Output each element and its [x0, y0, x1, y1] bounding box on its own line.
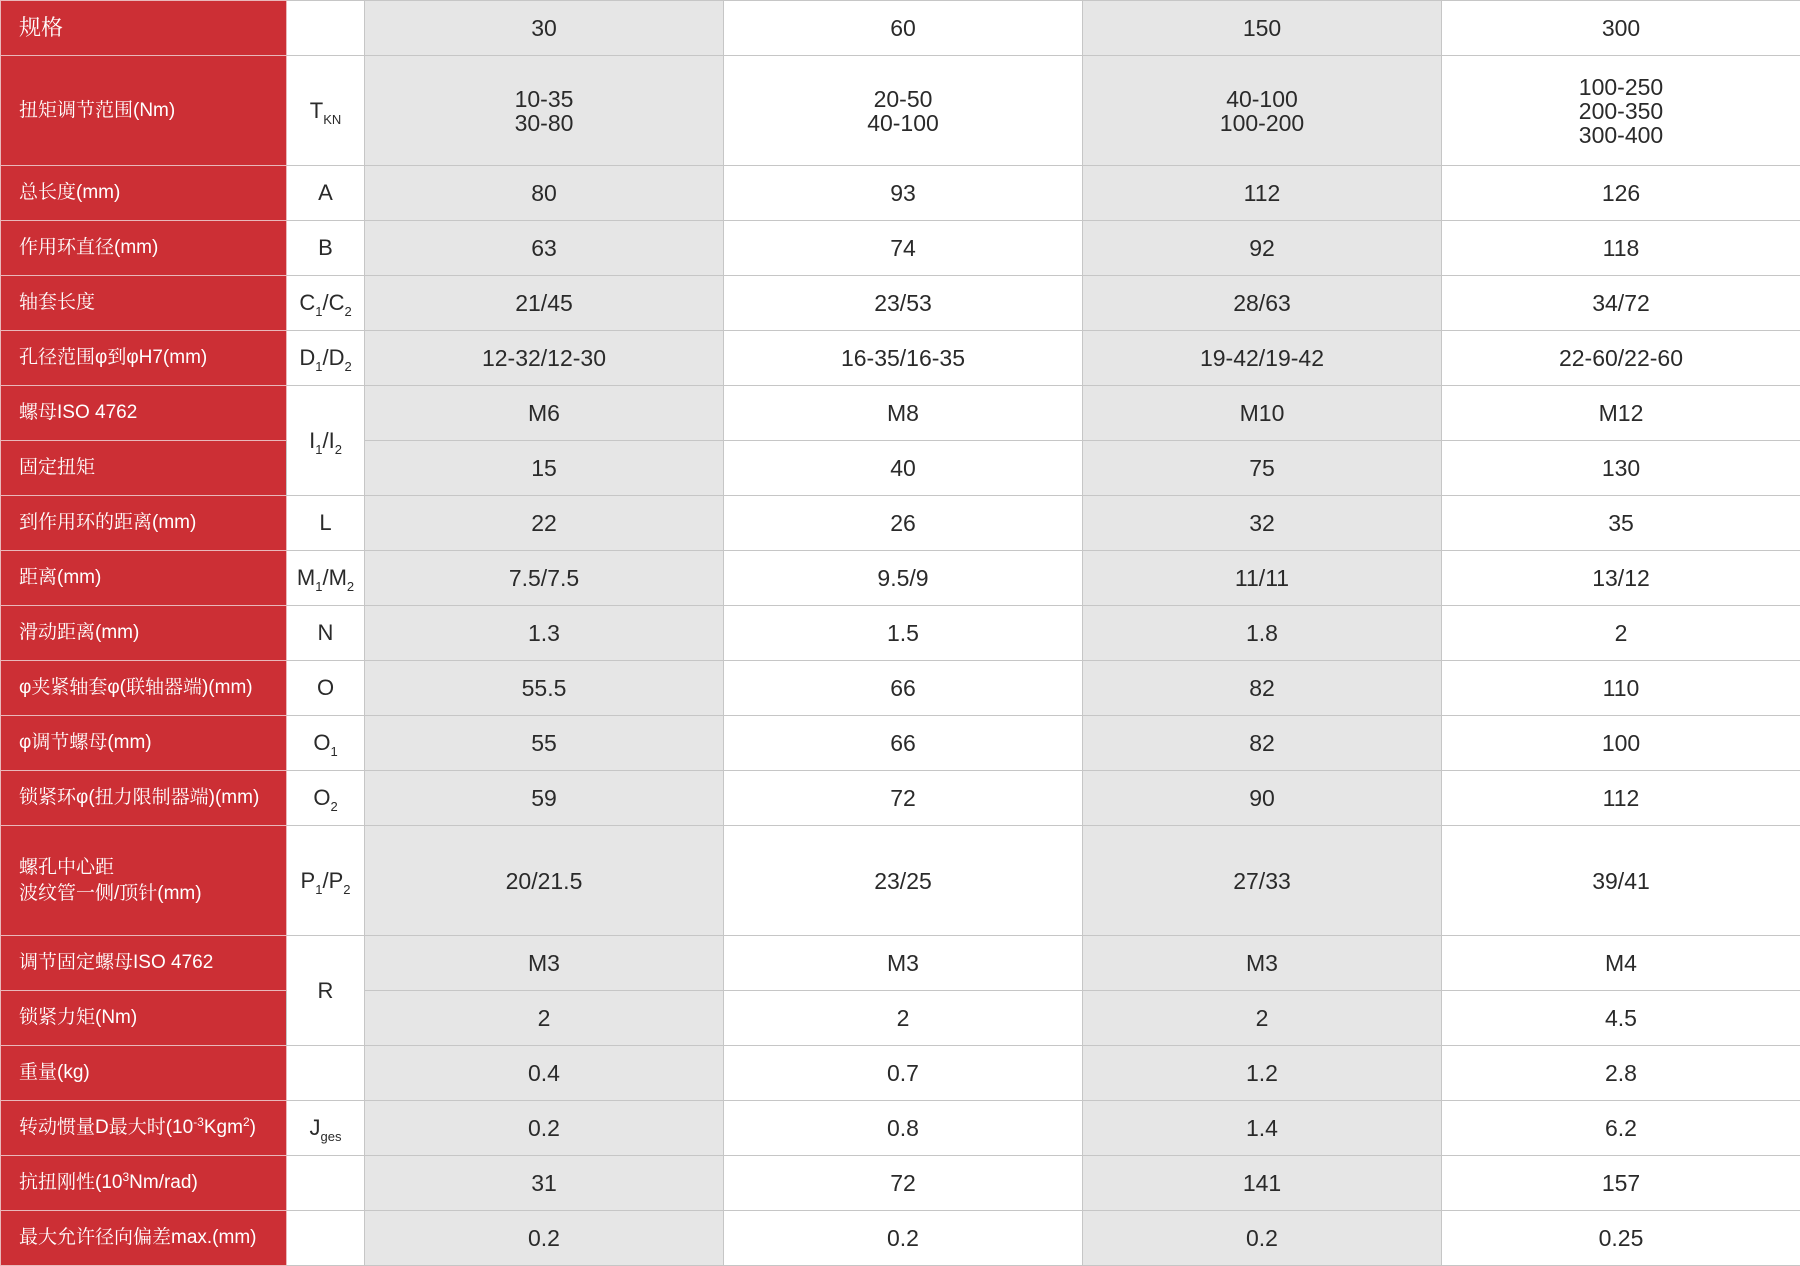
row-label: 螺孔中心距 波纹管一侧/顶针(mm): [1, 826, 287, 936]
value-cell: 12-32/12-30: [365, 331, 724, 386]
value-cell: 16-35/16-35: [724, 331, 1083, 386]
symbol-sub: 1: [315, 304, 322, 319]
row-label: 总长度(mm): [1, 166, 287, 221]
value-cell: 75: [1083, 441, 1442, 496]
table-row: [1, 1046, 1800, 1101]
value-cell: 72: [724, 771, 1083, 826]
value-cell: 90: [1083, 771, 1442, 826]
symbol-base: T: [310, 98, 323, 123]
value-cell: 13/12: [1442, 551, 1800, 606]
symbol-part: M: [297, 565, 315, 590]
value-cell: 2: [724, 991, 1083, 1046]
symbol-cell: O: [287, 661, 365, 716]
table-row: [1, 496, 1800, 551]
symbol-sep: /: [322, 428, 328, 453]
label-sup: 3: [122, 1170, 129, 1184]
value-cell: 74: [724, 221, 1083, 276]
symbol-base: O: [313, 785, 330, 810]
value-cell: 112: [1442, 771, 1800, 826]
value-cell: 72: [724, 1156, 1083, 1211]
value-cell: 141: [1083, 1156, 1442, 1211]
value-cell: 9.5/9: [724, 551, 1083, 606]
value-cell: 19-42/19-42: [1083, 331, 1442, 386]
value-cell: 82: [1083, 716, 1442, 771]
value-cell: M10: [1083, 386, 1442, 441]
value-cell: 34/72: [1442, 276, 1800, 331]
value-cell: 1.3: [365, 606, 724, 661]
value-cell: 110: [1442, 661, 1800, 716]
value-cell: 39/41: [1442, 826, 1800, 936]
row-label: φ调节螺母(mm): [1, 716, 287, 771]
value-cell: 93: [724, 166, 1083, 221]
value-cell: 66: [724, 716, 1083, 771]
value-cell: 40: [724, 441, 1083, 496]
symbol-cell: [287, 386, 365, 496]
row-label: 孔径范围φ到φH7(mm): [1, 331, 287, 386]
value-cell: 20-50 40-100: [724, 56, 1083, 166]
value-cell: 1.8: [1083, 606, 1442, 661]
value-cell: 1.2: [1083, 1046, 1442, 1101]
symbol-part: M: [329, 565, 347, 590]
row-label: 轴套长度: [1, 276, 287, 331]
row-label: 最大允许径向偏差max.(mm): [1, 1211, 287, 1266]
value-cell: M12: [1442, 386, 1800, 441]
symbol-sub: 2: [343, 882, 350, 897]
symbol-cell: N: [287, 606, 365, 661]
value-cell: 82: [1083, 661, 1442, 716]
size-header: 150: [1083, 1, 1442, 56]
value-cell: 80: [365, 166, 724, 221]
table-row: [1, 1101, 1800, 1156]
value-cell: 20/21.5: [365, 826, 724, 936]
table-row: [1, 1211, 1800, 1266]
value-cell: 4.5: [1442, 991, 1800, 1046]
table-row: [1, 221, 1800, 276]
symbol-sub: ges: [321, 1129, 342, 1144]
row-label: 距离(mm): [1, 551, 287, 606]
row-label: φ夹紧轴套φ(联轴器端)(mm): [1, 661, 287, 716]
symbol-cell: [287, 331, 365, 386]
value-cell: 0.2: [1083, 1211, 1442, 1266]
symbol-cell-empty: [287, 1156, 365, 1211]
label-text: Nm/rad): [129, 1172, 198, 1193]
table-row: [1, 551, 1800, 606]
value-cell: 0.2: [724, 1211, 1083, 1266]
header-label: 规格: [1, 1, 287, 56]
value-cell: M3: [1083, 936, 1442, 991]
table-row: [1, 991, 1800, 1046]
symbol-base: J: [310, 1115, 321, 1140]
value-cell: 28/63: [1083, 276, 1442, 331]
header-row: [1, 1, 1800, 56]
symbol-sep: /: [322, 565, 328, 590]
symbol-part: D: [329, 345, 345, 370]
value-cell: 40-100 100-200: [1083, 56, 1442, 166]
value-cell: 10-35 30-80: [365, 56, 724, 166]
table-row: [1, 936, 1800, 991]
label-text: ): [250, 1117, 256, 1138]
symbol-sub: KN: [323, 112, 341, 127]
table-row: [1, 771, 1800, 826]
value-cell: 21/45: [365, 276, 724, 331]
size-header: 300: [1442, 1, 1800, 56]
value-cell: 11/11: [1083, 551, 1442, 606]
symbol-cell: [287, 276, 365, 331]
value-cell: 15: [365, 441, 724, 496]
value-cell: 1.5: [724, 606, 1083, 661]
symbol-sub: 1: [315, 359, 322, 374]
value-cell: 126: [1442, 166, 1800, 221]
row-label: 锁紧力矩(Nm): [1, 991, 287, 1046]
symbol-sub: 2: [347, 579, 354, 594]
symbol-part: D: [299, 345, 315, 370]
row-label: 滑动距离(mm): [1, 606, 287, 661]
value-cell: 100-250 200-350 300-400: [1442, 56, 1800, 166]
value-cell: 23/53: [724, 276, 1083, 331]
table-row: [1, 716, 1800, 771]
symbol-part: C: [329, 290, 345, 315]
value-cell: 118: [1442, 221, 1800, 276]
row-label: 扭矩调节范围(Nm): [1, 56, 287, 166]
table-row: [1, 661, 1800, 716]
label-text: 转动惯量D最大时(10: [19, 1117, 193, 1138]
value-cell: 0.4: [365, 1046, 724, 1101]
value-cell: 32: [1083, 496, 1442, 551]
symbol-sub: 2: [330, 799, 337, 814]
symbol-cell: [287, 826, 365, 936]
label-text: 抗扭刚性(10: [19, 1172, 122, 1193]
row-label: 锁紧环φ(扭力限制器端)(mm): [1, 771, 287, 826]
symbol-part: I: [309, 428, 315, 453]
value-cell: 0.8: [724, 1101, 1083, 1156]
row-label: 作用环直径(mm): [1, 221, 287, 276]
symbol-base: O: [313, 730, 330, 755]
value-cell: 35: [1442, 496, 1800, 551]
symbol-part: P: [301, 868, 316, 893]
table-row: [1, 331, 1800, 386]
size-header: 60: [724, 1, 1083, 56]
value-cell: 22-60/22-60: [1442, 331, 1800, 386]
table-row: [1, 441, 1800, 496]
symbol-part: I: [329, 428, 335, 453]
value-cell: 1.4: [1083, 1101, 1442, 1156]
symbol-cell: [287, 56, 365, 166]
table-row: [1, 166, 1800, 221]
value-cell: 2: [365, 991, 724, 1046]
value-cell: 130: [1442, 441, 1800, 496]
value-cell: 7.5/7.5: [365, 551, 724, 606]
value-cell: 2: [1083, 991, 1442, 1046]
symbol-sub: 1: [315, 442, 322, 457]
symbol-sub: 2: [344, 304, 351, 319]
value-cell: 22: [365, 496, 724, 551]
row-label: 固定扭矩: [1, 441, 287, 496]
row-label: 重量(kg): [1, 1046, 287, 1101]
symbol-cell-empty: [287, 1211, 365, 1266]
table-row: [1, 826, 1800, 936]
symbol-cell: [287, 716, 365, 771]
value-cell: 31: [365, 1156, 724, 1211]
value-cell: 2.8: [1442, 1046, 1800, 1101]
value-cell: 0.7: [724, 1046, 1083, 1101]
symbol-cell: A: [287, 166, 365, 221]
row-label: 调节固定螺母ISO 4762: [1, 936, 287, 991]
table-row: [1, 1156, 1800, 1211]
value-cell: M4: [1442, 936, 1800, 991]
value-cell: 92: [1083, 221, 1442, 276]
value-cell: 63: [365, 221, 724, 276]
symbol-sub: 2: [335, 442, 342, 457]
symbol-cell: L: [287, 496, 365, 551]
label-sup: -3: [193, 1115, 204, 1129]
symbol-cell-empty: [287, 1046, 365, 1101]
value-cell: M6: [365, 386, 724, 441]
value-cell: 66: [724, 661, 1083, 716]
symbol-sub: 1: [330, 744, 337, 759]
symbol-sub: 1: [315, 579, 322, 594]
value-cell: 26: [724, 496, 1083, 551]
symbol-cell-empty: [287, 1, 365, 56]
symbol-cell: [287, 551, 365, 606]
value-cell: M3: [365, 936, 724, 991]
value-cell: 112: [1083, 166, 1442, 221]
value-cell: 2: [1442, 606, 1800, 661]
symbol-part: C: [299, 290, 315, 315]
table-row: [1, 276, 1800, 331]
value-cell: 157: [1442, 1156, 1800, 1211]
value-cell: 23/25: [724, 826, 1083, 936]
symbol-sep: /: [322, 868, 328, 893]
value-cell: 100: [1442, 716, 1800, 771]
symbol-sub: 2: [344, 359, 351, 374]
symbol-sep: /: [322, 345, 328, 370]
value-cell: 0.2: [365, 1101, 724, 1156]
size-header: 30: [365, 1, 724, 56]
value-cell: 0.25: [1442, 1211, 1800, 1266]
row-label: 螺母ISO 4762: [1, 386, 287, 441]
row-label: [1, 1156, 287, 1211]
label-sup: 2: [243, 1115, 250, 1129]
symbol-cell: B: [287, 221, 365, 276]
value-cell: 0.2: [365, 1211, 724, 1266]
table-row: [1, 56, 1800, 166]
value-cell: 6.2: [1442, 1101, 1800, 1156]
value-cell: 55: [365, 716, 724, 771]
value-cell: 55.5: [365, 661, 724, 716]
value-cell: 59: [365, 771, 724, 826]
symbol-sep: /: [322, 290, 328, 315]
row-label: 到作用环的距离(mm): [1, 496, 287, 551]
symbol-cell: [287, 771, 365, 826]
table-row: [1, 386, 1800, 441]
symbol-part: P: [329, 868, 344, 893]
row-label: [1, 1101, 287, 1156]
label-text: Kgm: [204, 1117, 243, 1138]
value-cell: 27/33: [1083, 826, 1442, 936]
symbol-cell: R: [287, 936, 365, 1046]
symbol-cell: [287, 1101, 365, 1156]
value-cell: M8: [724, 386, 1083, 441]
value-cell: M3: [724, 936, 1083, 991]
symbol-sub: 1: [315, 882, 322, 897]
table-row: [1, 606, 1800, 661]
